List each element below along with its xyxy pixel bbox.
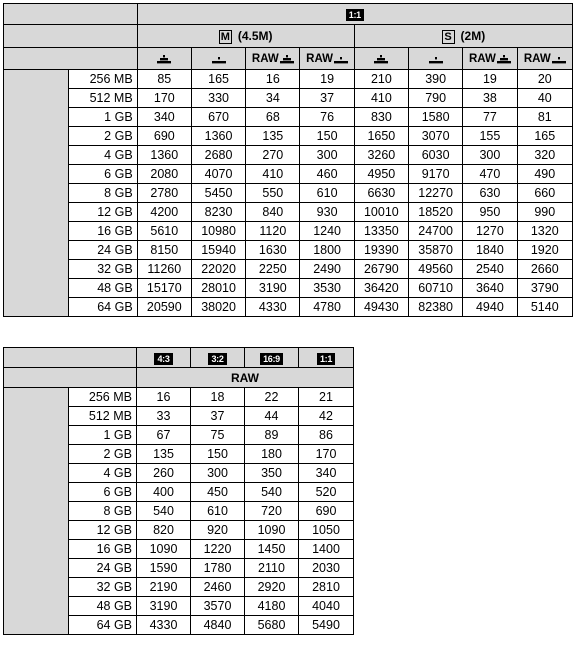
aspect-cell — [245, 348, 299, 368]
value-cell: 300 — [300, 146, 354, 165]
value-cell: 260 — [137, 464, 191, 483]
value-cell: 470 — [463, 165, 517, 184]
value-cell: 2030 — [299, 559, 354, 578]
value-cell: 5490 — [299, 616, 354, 635]
capacity-label: 16 GB — [69, 222, 137, 241]
value-cell: 37 — [300, 89, 354, 108]
capacity-label: 24 GB — [69, 559, 137, 578]
table-row — [4, 298, 573, 317]
value-cell: 210 — [354, 70, 408, 89]
value-cell: 34 — [246, 89, 300, 108]
value-cell: 1220 — [191, 540, 245, 559]
aspect-1-1-icon: 1:1 — [346, 9, 364, 21]
value-cell: 68 — [246, 108, 300, 127]
value-cell: 19 — [463, 70, 517, 89]
capacity-label: 2 GB — [69, 127, 137, 146]
value-cell: 15940 — [191, 241, 245, 260]
row-group-blank — [4, 388, 69, 635]
value-cell: 1800 — [300, 241, 354, 260]
value-cell: 22 — [245, 388, 299, 407]
value-cell: 38 — [463, 89, 517, 108]
raw-label: RAW — [306, 53, 334, 66]
value-cell: 1320 — [517, 222, 572, 241]
value-cell: 4180 — [245, 597, 299, 616]
capacity-label: 12 GB — [69, 203, 137, 222]
aspect-cell — [137, 4, 572, 25]
value-cell: 4200 — [137, 203, 191, 222]
capacity-label: 16 GB — [69, 540, 137, 559]
value-cell: 3190 — [246, 279, 300, 298]
value-cell: 26790 — [354, 260, 408, 279]
raw-normal-quality-icon — [334, 55, 348, 64]
value-cell: 135 — [137, 445, 191, 464]
value-cell: 1630 — [246, 241, 300, 260]
value-cell: 33 — [137, 407, 191, 426]
value-cell: 1360 — [137, 146, 191, 165]
value-cell: 24700 — [409, 222, 463, 241]
normal-quality-icon — [429, 55, 443, 64]
capacity-label: 8 GB — [69, 502, 137, 521]
value-cell: 77 — [463, 108, 517, 127]
value-cell: 16 — [246, 70, 300, 89]
value-cell: 400 — [137, 483, 191, 502]
table-row — [4, 184, 573, 203]
value-cell: 610 — [191, 502, 245, 521]
capacity-label: 12 GB — [69, 521, 137, 540]
value-cell: 155 — [463, 127, 517, 146]
table-row — [4, 108, 573, 127]
value-cell: 82380 — [409, 298, 463, 317]
value-cell: 2250 — [246, 260, 300, 279]
value-cell: 2190 — [137, 578, 191, 597]
capacity-label: 4 GB — [69, 464, 137, 483]
value-cell: 67 — [137, 426, 191, 445]
value-cell: 76 — [300, 108, 354, 127]
value-cell: 38020 — [191, 298, 245, 317]
value-cell: 3790 — [517, 279, 572, 298]
value-cell: 42 — [299, 407, 354, 426]
value-cell: 1590 — [137, 559, 191, 578]
fine-quality-icon — [374, 55, 388, 64]
value-cell: 10980 — [191, 222, 245, 241]
aspect-header-row — [4, 348, 354, 368]
capacity-label: 512 MB — [69, 407, 137, 426]
capacity-label: 64 GB — [69, 298, 137, 317]
value-cell: 5450 — [191, 184, 245, 203]
value-cell: 300 — [191, 464, 245, 483]
capacity-table-1-1 — [3, 3, 573, 317]
size-header-row — [4, 25, 573, 48]
value-cell: 170 — [137, 89, 191, 108]
value-cell: 165 — [191, 70, 245, 89]
value-cell: 330 — [191, 89, 245, 108]
size-group-s — [354, 25, 572, 48]
value-cell: 270 — [246, 146, 300, 165]
value-cell: 350 — [245, 464, 299, 483]
value-cell: 630 — [463, 184, 517, 203]
value-cell: 3570 — [191, 597, 245, 616]
raw-header: RAW — [137, 368, 354, 388]
table-row — [4, 203, 573, 222]
value-cell: 150 — [191, 445, 245, 464]
value-cell: 920 — [191, 521, 245, 540]
value-cell: 1120 — [246, 222, 300, 241]
value-cell: 4940 — [463, 298, 517, 317]
value-cell: 990 — [517, 203, 572, 222]
value-cell: 720 — [245, 502, 299, 521]
size-m-icon: M — [220, 30, 230, 43]
raw-label: RAW — [523, 53, 551, 66]
table-row — [4, 89, 573, 108]
value-cell: 540 — [245, 483, 299, 502]
value-cell: 450 — [191, 483, 245, 502]
value-cell: 520 — [299, 483, 354, 502]
value-cell: 44 — [245, 407, 299, 426]
value-cell: 2110 — [245, 559, 299, 578]
value-cell: 2920 — [245, 578, 299, 597]
value-cell: 1840 — [463, 241, 517, 260]
value-cell: 2080 — [137, 165, 191, 184]
value-cell: 2680 — [191, 146, 245, 165]
value-cell: 1360 — [191, 127, 245, 146]
value-cell: 6630 — [354, 184, 408, 203]
value-cell: 20 — [517, 70, 572, 89]
table-row — [4, 260, 573, 279]
capacity-label: 6 GB — [69, 165, 137, 184]
value-cell: 4780 — [300, 298, 354, 317]
aspect-16-9-icon: 16:9 — [260, 353, 283, 365]
value-cell: 460 — [300, 165, 354, 184]
value-cell: 12270 — [409, 184, 463, 203]
value-cell: 11260 — [137, 260, 191, 279]
capacity-label: 48 GB — [69, 597, 137, 616]
size-group-m — [137, 25, 354, 48]
value-cell: 3530 — [300, 279, 354, 298]
value-cell: 81 — [517, 108, 572, 127]
capacity-label: 4 GB — [69, 146, 137, 165]
capacity-label: 32 GB — [69, 260, 137, 279]
value-cell: 18520 — [409, 203, 463, 222]
value-cell: 1450 — [245, 540, 299, 559]
size-s-icon: S — [442, 30, 455, 44]
capacity-label: 24 GB — [69, 241, 137, 260]
value-cell: 320 — [517, 146, 572, 165]
value-cell: 135 — [246, 127, 300, 146]
capacity-label: 256 MB — [69, 388, 137, 407]
aspect-4-3-icon: 4:3 — [154, 353, 172, 365]
value-cell: 150 — [300, 127, 354, 146]
capacity-label: 32 GB — [69, 578, 137, 597]
quality-header-cell — [354, 48, 408, 70]
value-cell: 35870 — [409, 241, 463, 260]
value-cell: 410 — [246, 165, 300, 184]
value-cell: 540 — [137, 502, 191, 521]
value-cell: 1920 — [517, 241, 572, 260]
value-cell: 390 — [409, 70, 463, 89]
value-cell: 950 — [463, 203, 517, 222]
value-cell: 4330 — [137, 616, 191, 635]
raw-normal-quality-icon — [552, 55, 566, 64]
value-cell: 49430 — [354, 298, 408, 317]
value-cell: 690 — [299, 502, 354, 521]
value-cell: 2460 — [191, 578, 245, 597]
aspect-cell — [191, 348, 245, 368]
quality-header-cell — [409, 48, 463, 70]
value-cell: 2490 — [300, 260, 354, 279]
aspect-3-2-icon: 3:2 — [208, 353, 226, 365]
aspect-header-row — [4, 4, 573, 25]
quality-header-cell — [463, 48, 517, 70]
value-cell: 820 — [137, 521, 191, 540]
table-row — [4, 388, 354, 407]
value-cell: 2780 — [137, 184, 191, 203]
raw-fine-quality-icon — [280, 55, 294, 64]
value-cell: 1270 — [463, 222, 517, 241]
raw-label: RAW — [251, 53, 279, 66]
capacity-table-raw — [3, 347, 354, 635]
value-cell: 3070 — [409, 127, 463, 146]
value-cell: 4950 — [354, 165, 408, 184]
value-cell: 660 — [517, 184, 572, 203]
value-cell: 1240 — [300, 222, 354, 241]
quality-header-cell — [191, 48, 245, 70]
value-cell: 22020 — [191, 260, 245, 279]
value-cell: 21 — [299, 388, 354, 407]
value-cell: 5610 — [137, 222, 191, 241]
value-cell: 1580 — [409, 108, 463, 127]
value-cell: 1400 — [299, 540, 354, 559]
value-cell: 18 — [191, 388, 245, 407]
value-cell: 2660 — [517, 260, 572, 279]
capacity-label: 1 GB — [69, 108, 137, 127]
aspect-1-1-icon: 1:1 — [317, 353, 335, 365]
fine-quality-icon — [157, 55, 171, 64]
value-cell: 4070 — [191, 165, 245, 184]
value-cell: 340 — [137, 108, 191, 127]
value-cell: 3640 — [463, 279, 517, 298]
value-cell: 6030 — [409, 146, 463, 165]
value-cell: 1050 — [299, 521, 354, 540]
capacity-label: 2 GB — [69, 445, 137, 464]
value-cell: 4330 — [246, 298, 300, 317]
value-cell: 610 — [300, 184, 354, 203]
value-cell: 60710 — [409, 279, 463, 298]
aspect-cell — [299, 348, 354, 368]
value-cell: 2540 — [463, 260, 517, 279]
table-row — [4, 165, 573, 184]
value-cell: 8150 — [137, 241, 191, 260]
value-cell: 4840 — [191, 616, 245, 635]
capacity-label: 512 MB — [69, 89, 137, 108]
value-cell: 19 — [300, 70, 354, 89]
value-cell: 180 — [245, 445, 299, 464]
value-cell: 75 — [191, 426, 245, 445]
value-cell: 89 — [245, 426, 299, 445]
value-cell: 830 — [354, 108, 408, 127]
quality-header-cell — [517, 48, 572, 70]
value-cell: 1650 — [354, 127, 408, 146]
value-cell: 4040 — [299, 597, 354, 616]
table-row — [4, 146, 573, 165]
table-row — [4, 241, 573, 260]
value-cell: 5140 — [517, 298, 572, 317]
row-group-blank — [4, 70, 69, 317]
capacity-label: 64 GB — [69, 616, 137, 635]
value-cell: 36420 — [354, 279, 408, 298]
table-row — [4, 127, 573, 146]
size-group-label: (2M) — [460, 28, 486, 43]
value-cell: 1090 — [137, 540, 191, 559]
table-row — [4, 222, 573, 241]
value-cell: 3190 — [137, 597, 191, 616]
capacity-label: 1 GB — [69, 426, 137, 445]
value-cell: 840 — [246, 203, 300, 222]
value-cell: 20590 — [137, 298, 191, 317]
value-cell: 165 — [517, 127, 572, 146]
raw-header-row — [4, 368, 354, 388]
table-row — [4, 70, 573, 89]
value-cell: 1780 — [191, 559, 245, 578]
value-cell: 19390 — [354, 241, 408, 260]
aspect-cell — [137, 348, 191, 368]
value-cell: 28010 — [191, 279, 245, 298]
size-group-label: (4.5M) — [237, 28, 273, 43]
raw-fine-quality-icon — [497, 55, 511, 64]
value-cell: 170 — [299, 445, 354, 464]
value-cell: 410 — [354, 89, 408, 108]
value-cell: 1090 — [245, 521, 299, 540]
quality-header-row — [4, 48, 573, 70]
capacity-label: 256 MB — [69, 70, 137, 89]
value-cell: 3260 — [354, 146, 408, 165]
value-cell: 49560 — [409, 260, 463, 279]
value-cell: 16 — [137, 388, 191, 407]
table-row — [4, 279, 573, 298]
value-cell: 10010 — [354, 203, 408, 222]
value-cell: 5680 — [245, 616, 299, 635]
quality-header-cell — [246, 48, 300, 70]
value-cell: 490 — [517, 165, 572, 184]
value-cell: 690 — [137, 127, 191, 146]
value-cell: 670 — [191, 108, 245, 127]
capacity-label: 48 GB — [69, 279, 137, 298]
quality-header-cell — [137, 48, 191, 70]
value-cell: 930 — [300, 203, 354, 222]
value-cell: 13350 — [354, 222, 408, 241]
value-cell: 86 — [299, 426, 354, 445]
value-cell: 9170 — [409, 165, 463, 184]
value-cell: 550 — [246, 184, 300, 203]
normal-quality-icon — [212, 55, 226, 64]
value-cell: 85 — [137, 70, 191, 89]
capacity-label: 8 GB — [69, 184, 137, 203]
value-cell: 37 — [191, 407, 245, 426]
value-cell: 2810 — [299, 578, 354, 597]
value-cell: 340 — [299, 464, 354, 483]
value-cell: 300 — [463, 146, 517, 165]
quality-header-cell — [300, 48, 354, 70]
value-cell: 15170 — [137, 279, 191, 298]
value-cell: 40 — [517, 89, 572, 108]
value-cell: 8230 — [191, 203, 245, 222]
raw-label: RAW — [468, 53, 496, 66]
capacity-label: 6 GB — [69, 483, 137, 502]
value-cell: 790 — [409, 89, 463, 108]
